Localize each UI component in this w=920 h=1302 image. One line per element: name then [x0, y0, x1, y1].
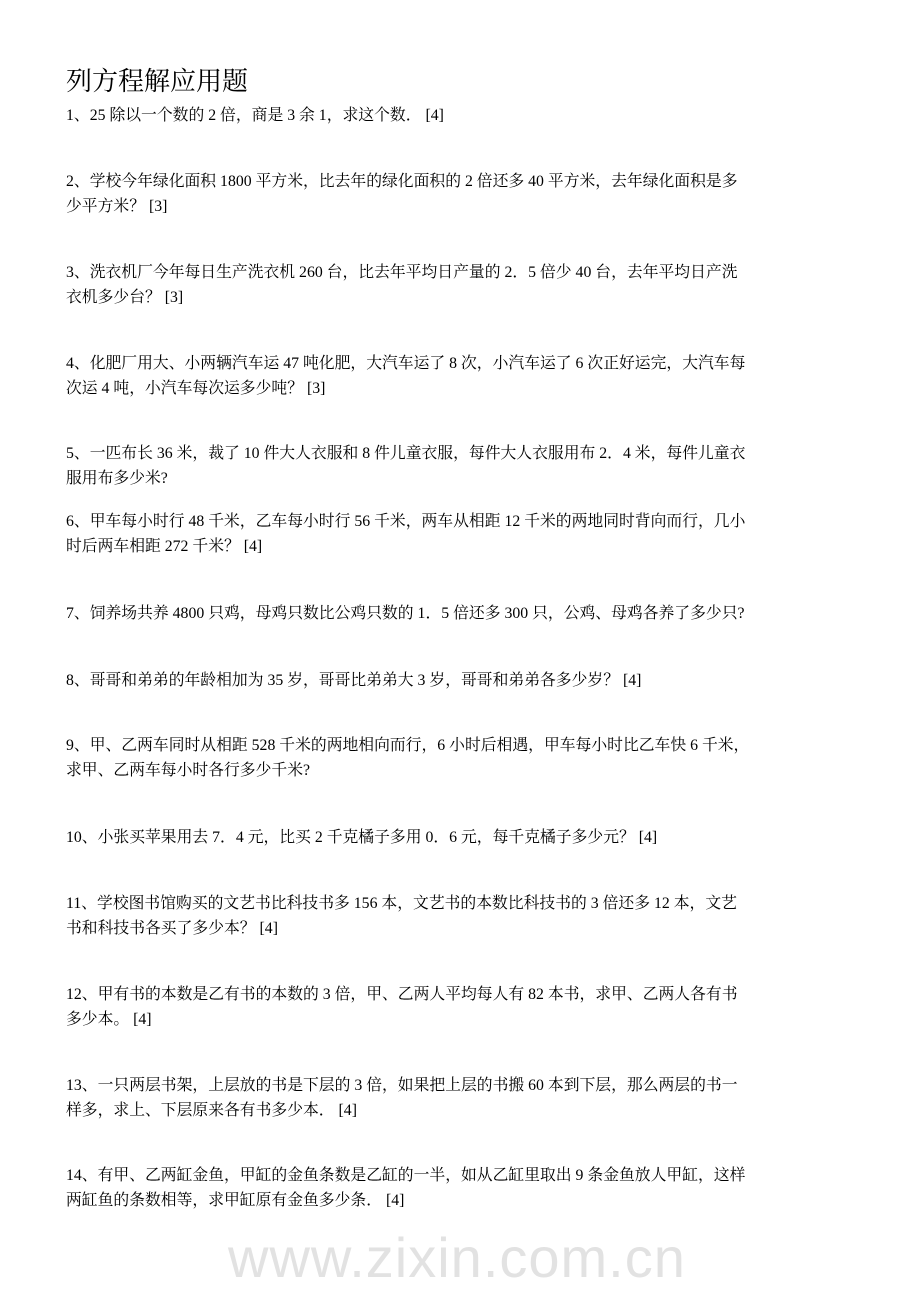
problem-line: 2、学校今年绿化面积 1800 平方米，比去年的绿化面积的 2 倍还多 40 平方米，去年绿化面积是多	[66, 173, 738, 190]
problem-12	[66, 982, 866, 1032]
problem-4	[66, 351, 866, 401]
problem-line: 求甲、乙两车每小时各行多少千米?	[66, 762, 311, 779]
problem-line: 11、学校图书馆购买的文艺书比科技书多 156 本，文艺书的本数比科技书的 3 倍还多 12 本，文艺	[66, 895, 737, 912]
problem-11	[66, 891, 866, 941]
problem-line: 14、有甲、乙两缸金鱼，甲缸的金鱼条数是乙缸的一半，如从乙缸里取出 9 条金鱼放人甲缸，这样	[66, 1167, 746, 1184]
problem-line: 12、甲有书的本数是乙有书的本数的 3 倍，甲、乙两人平均每人有 82 本书，求甲、乙两人各有书	[66, 986, 738, 1003]
problem-line: 多少本。 [4]	[66, 1011, 152, 1028]
problem-line: 4、化肥厂用大、小两辆汽车运 47 吨化肥，大汽车运了 8 次，小汽车运了 6 次正好运完，大汽车每	[66, 355, 746, 372]
watermark: www.zixin.com.cn	[228, 1226, 686, 1289]
problem-6	[66, 509, 866, 559]
problem-3	[66, 260, 866, 310]
problem-line: 时后两车相距 272 千米？ [4]	[66, 538, 263, 555]
problem-line: 9、甲、乙两车同时从相距 528 千米的两地相向而行，6 小时后相遇，甲车每小时比乙车快 6 千米，	[66, 737, 750, 754]
page-title: 列方程解应用题	[66, 67, 249, 97]
problem-line: 样多，求上、下层原来各有书多少本． [4]	[66, 1102, 357, 1119]
problem-line: 13、一只两层书架，上层放的书是下层的 3 倍，如果把上层的书搬 60 本到下层，那么两层的书一	[66, 1077, 738, 1094]
problem-line: 书和科技书各买了多少本？ [4]	[66, 920, 278, 937]
problem-line: 次运 4 吨，小汽车每次运多少吨？ [3]	[66, 380, 326, 397]
problem-line: 1、25 除以一个数的 2 倍，商是 3 余 1，求这个数． [4]	[66, 107, 444, 124]
problem-1	[66, 103, 866, 128]
problem-7	[66, 601, 866, 626]
problem-line: 服用布多少米?	[66, 470, 168, 487]
problem-line: 7、饲养场共养 4800 只鸡，母鸡只数比公鸡只数的 1．5 倍还多 300 只，公鸡、母鸡各养了多少只?	[66, 605, 745, 622]
problem-13	[66, 1073, 866, 1123]
problem-line: 两缸鱼的条数相等，求甲缸原有金鱼多少条． [4]	[66, 1192, 405, 1209]
problem-line: 8、哥哥和弟弟的年龄相加为 35 岁，哥哥比弟弟大 3 岁，哥哥和弟弟各多少岁？ [4]	[66, 672, 642, 689]
problem-line: 10、小张买苹果用去 7．4 元，比买 2 千克橘子多用 0．6 元，每千克橘子多少元？ [4]	[66, 829, 658, 846]
problem-8	[66, 668, 866, 693]
problem-line: 3、洗衣机厂今年每日生产洗衣机 260 台，比去年平均日产量的 2．5 倍少 40 台，去年平均日产洗	[66, 264, 738, 281]
problem-line: 衣机多少台？ [3]	[66, 289, 184, 306]
problem-9	[66, 733, 866, 783]
problem-line: 6、甲车每小时行 48 千米，乙车每小时行 56 千米，两车从相距 12 千米的两地同时背向而行，几小	[66, 513, 746, 530]
problem-14	[66, 1163, 866, 1213]
problem-line: 5、一匹布长 36 米，裁了 10 件大人衣服和 8 件儿童衣服，每件大人衣服用布 2．4 米，每件儿童衣	[66, 445, 746, 462]
problem-10	[66, 825, 866, 850]
problem-line: 少平方米？ [3]	[66, 198, 168, 215]
problem-2	[66, 169, 866, 219]
problem-5	[66, 441, 866, 491]
